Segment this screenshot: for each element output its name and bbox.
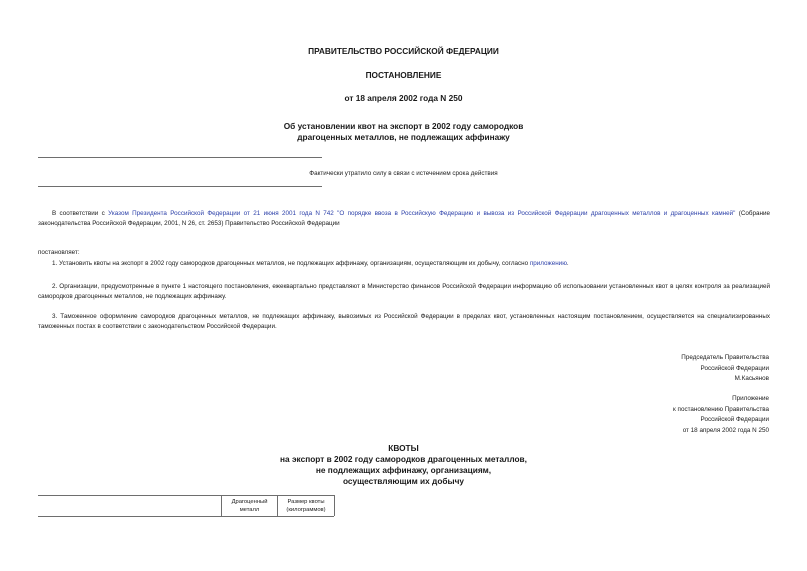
- appendix-line-2: к постановлению Правительства: [673, 405, 769, 413]
- appendix-line-1: Приложение: [732, 395, 769, 402]
- appendix-block: [673, 394, 769, 435]
- document-date-number: от 18 апреля 2002 года N 250: [344, 93, 463, 103]
- preamble-paragraph: [38, 209, 770, 228]
- signature-block: [681, 353, 769, 384]
- document-type-heading: ПОСТАНОВЛЕНИЕ: [365, 70, 442, 80]
- table-header-metal-line-1: Драгоценный: [231, 499, 268, 505]
- table-top-border: [38, 495, 334, 496]
- item-2: 2. Организации, предусмотренные в пункте 1 настоящего постановления, ежеквартально представляют в Министерство финансов Российской Федерации информацию об использовании установленных квот в целях контроля за реализацией самородков драгоценных металлов, не подлежащих аффинажу.: [38, 283, 770, 300]
- item-1-prefix: 1. Установить квоты на экспорт в 2002 году самородков драгоценных металлов, не подлежащих аффинажу, организациям, осуществляющим их добычу, согласно: [52, 260, 530, 267]
- item-1: [38, 259, 770, 269]
- table-divider-3: [334, 495, 335, 516]
- table-header-metal: [222, 498, 277, 514]
- government-heading: ПРАВИТЕЛЬСТВО РОССИЙСКОЙ ФЕДЕРАЦИИ: [308, 46, 499, 56]
- quotas-subtitle-2: не подлежащих аффинажу, организациям,: [315, 465, 492, 475]
- table-header-quota-size: [278, 498, 334, 514]
- table-header-quota-line-2: (килограммов): [286, 507, 326, 513]
- signature-line-2: Российской Федерации: [700, 364, 769, 372]
- table-header-metal-line-2: металл: [239, 507, 260, 513]
- appendix-line-3: Российской Федерации: [700, 416, 769, 423]
- table-header-bottom-border: [38, 516, 334, 517]
- appendix-line-4: от 18 апреля 2002 года N 250: [682, 426, 769, 434]
- decree-link[interactable]: Указом Президента Российской Федерации от 21 июня 2001 года N 742 "О порядке ввоза в Российскую Федерацию и вывоза из Российской Федерации драгоценных металлов и драгоценных камней": [108, 210, 736, 217]
- divider-top: [38, 157, 322, 158]
- status-note: Фактически утратило силу в связи с истечением срока действия: [309, 170, 498, 177]
- document-title-line-1: Об установлении квот на экспорт в 2002 году самородков: [283, 121, 524, 131]
- quotas-subtitle-3: осуществляющим их добычу: [342, 476, 465, 486]
- document-title-line-2: драгоценных металлов, не подлежащих аффинажу: [297, 132, 510, 142]
- item-1-suffix: .: [566, 260, 569, 267]
- resolves-label: постановляет:: [38, 249, 80, 256]
- quotas-title: КВОТЫ: [388, 443, 419, 453]
- signature-line-1: Председатель Правительства: [681, 354, 769, 361]
- divider-bottom: [38, 186, 322, 187]
- table-header-quota-line-1: Размер квоты: [287, 499, 325, 505]
- preamble-prefix: В соответствии с: [52, 210, 109, 217]
- signature-name: М.Касьянов: [734, 375, 769, 382]
- preamble-suffix: (Собрание законодательства Российской Федерации, 2001, N 26, ст. 2653) Правительство Российской Федерации: [38, 210, 770, 227]
- item-3: 3. Таможенное оформление самородков драгоценных металлов, не подлежащих аффинажу, вывозимых из Российской Федерации в пределах квот, установленных настоящим постановлением, осуществляется на специализированных таможенных постах в соответствии с законодательством Российской Федерации.: [38, 313, 770, 330]
- quotas-subtitle-1: на экспорт в 2002 году самородков драгоценных металлов,: [280, 454, 527, 464]
- appendix-link[interactable]: приложению: [529, 260, 567, 267]
